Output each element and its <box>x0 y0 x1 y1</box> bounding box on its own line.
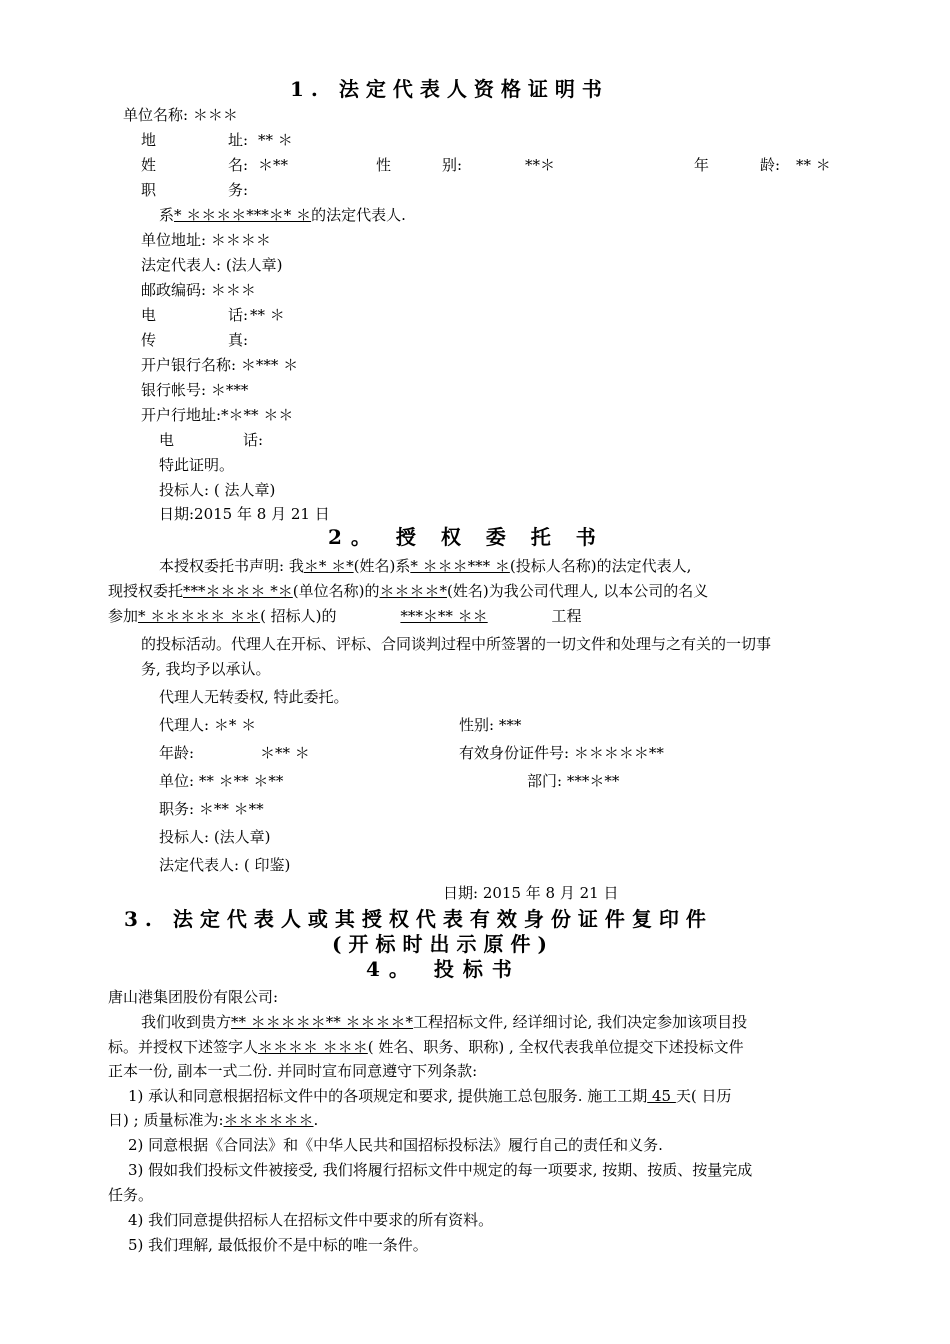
tenderer-name: * ＊＊＊＊＊ ＊＊ <box>138 607 261 625</box>
unit-name-line: 单位名称: ＊＊＊ <box>123 106 238 124</box>
clause1-line1 <box>128 1087 732 1105</box>
bid-para-line3: 正本一份, 副本一式二份. 并同时宣布同意遵守下列条款: <box>108 1062 478 1080</box>
text: 现授权委托 <box>108 582 184 600</box>
legal-rep-name: ＊* ＊* <box>303 557 354 575</box>
phone-value: ** ＊ <box>250 306 285 324</box>
gender-label-2: 别: <box>442 156 463 174</box>
fax-label: 传 <box>141 331 157 349</box>
project-name: ** ＊＊＊＊＊** ＊＊＊＊* <box>231 1013 414 1031</box>
name-value: ＊** <box>258 156 289 174</box>
bidder-name: * ＊＊＊*** ＊ <box>410 557 510 575</box>
section3-subtitle: (开标时出示原件) <box>332 932 554 956</box>
phone2-label: 电 <box>159 431 175 449</box>
text: 日) ; 质量标准为: <box>108 1111 224 1129</box>
agent-line: 代理人: ＊* ＊ <box>159 716 257 734</box>
address-value: ** ＊ <box>258 131 293 149</box>
authorization-para-line3 <box>108 607 582 625</box>
is-prefix: 系 <box>159 206 175 224</box>
company-value: * ＊＊＊＊***＊* ＊ <box>174 206 312 224</box>
text: 标。并授权下述签字人 <box>108 1038 259 1056</box>
section4-title: 4。 投标书 <box>366 957 521 981</box>
phone2-label-2: 话: <box>243 431 264 449</box>
agent-age-label: 年龄: <box>159 744 195 762</box>
sec2-legal-rep-line: 法定代表人: ( 印鉴) <box>159 856 291 874</box>
text: 工程 <box>551 607 582 625</box>
clause1-line2 <box>108 1111 318 1129</box>
clause2-line: 2) 同意根据《合同法》和《中华人民共和国招标投标法》履行自己的责任和义务. <box>128 1136 663 1154</box>
quality-standard: ＊＊＊＊＊＊ <box>223 1111 314 1129</box>
agent-position-line: 职务: ＊** ＊** <box>159 800 264 818</box>
phone-label-2: 话: <box>228 306 249 324</box>
unit-address-line: 单位地址: ＊＊＊＊ <box>141 231 271 249</box>
certify-line: 特此证明。 <box>159 456 235 474</box>
name-label: 姓 <box>141 156 157 174</box>
address-label-2: 址: <box>228 131 249 149</box>
text: ( 姓名、职务、职称) , 全权代表我单位提交下述投标文件 <box>367 1038 744 1056</box>
section2-title: 2。 授 权 委 托 书 <box>328 525 605 549</box>
agent-dept-line: 部门: ***＊** <box>527 772 620 790</box>
name-label-2: 名: <box>228 156 249 174</box>
bank-address-line: 开户行地址:*＊** ＊＊ <box>141 406 294 424</box>
clause4-line: 4) 我们同意提供招标人在招标文件中要求的所有资料。 <box>128 1211 494 1229</box>
postal-code-line: 邮政编码: ＊＊＊ <box>141 281 256 299</box>
sec2-bidder-line: 投标人: (法人章) <box>159 828 271 846</box>
text: 参加 <box>108 607 139 625</box>
age-value: ** ＊ <box>796 156 831 174</box>
text: (投标人名称)的法定代表人, <box>509 557 692 575</box>
text: (单位名称)的 <box>292 582 380 600</box>
section3-title: 3. 法定代表人或其授权代表有效身份证件复印件 <box>124 907 713 931</box>
no-subdelegation-line: 代理人无转委权, 特此委托。 <box>159 688 349 706</box>
sec2-date-line: 日期: 2015 年 8 月 21 日 <box>443 884 619 902</box>
legal-rep-line: 法定代表人: (法人章) <box>141 256 283 274</box>
gender-label: 性 <box>376 156 392 174</box>
age-label-2: 龄: <box>760 156 781 174</box>
text: (姓名)系 <box>353 557 411 575</box>
position-label: 职 <box>141 181 157 199</box>
text: 天( 日历 <box>675 1087 732 1105</box>
bid-para-line1 <box>141 1013 747 1031</box>
clause3-line2: 任务。 <box>108 1186 154 1204</box>
unit-name: ***＊＊＊＊ *＊ <box>183 582 293 600</box>
text: 1) 承认和同意根据招标文件中的各项规定和要求, 提供施工总包服务. 施工工期 <box>128 1087 648 1105</box>
project-name: ***＊** ＊＊ <box>400 607 488 625</box>
text: . <box>313 1111 319 1129</box>
signer-name: ＊＊＊＊ ＊＊＊ <box>258 1038 368 1056</box>
clause5-line: 5) 我们理解, 最低报价不是中标的唯一条件。 <box>128 1236 428 1254</box>
authorization-para-line4: 的投标活动。代理人在开标、评标、合同谈判过程中所签署的一切文件和处理与之有关的一切事 <box>141 635 772 653</box>
text: 本授权委托书声明: 我 <box>159 557 304 575</box>
date-line: 日期:2015 年 8 月 21 日 <box>159 505 330 523</box>
duration-days: 45 <box>647 1087 676 1105</box>
age-label: 年 <box>694 156 710 174</box>
authorization-para-line1 <box>159 557 691 575</box>
text: (姓名)为我公司代理人, 以本公司的名义 <box>447 582 709 600</box>
agent-age-value: ＊** ＊ <box>260 744 310 762</box>
text: 我们收到贵方 <box>141 1013 232 1031</box>
text: ( 招标人)的 <box>260 607 337 625</box>
section1-title: 1. 法定代表人资格证明书 <box>290 77 609 101</box>
bidder-line: 投标人: ( 法人章) <box>159 481 276 499</box>
authorization-para-line2 <box>108 582 708 600</box>
gender-value: **＊ <box>525 156 556 174</box>
agent-id-line: 有效身份证件号: ＊＊＊＊＊** <box>459 744 664 762</box>
agent-unit-line: 单位: ** ＊** ＊** <box>159 772 284 790</box>
phone-label: 电 <box>141 306 157 324</box>
agent-gender-line: 性别: *** <box>459 716 522 734</box>
agent-name: ＊＊＊＊* <box>379 582 448 600</box>
bank-account-line: 银行帐号: ＊*** <box>141 381 249 399</box>
text: 工程招标文件, 经详细讨论, 我们决定参加该项目投 <box>413 1013 748 1031</box>
is-suffix: 的法定代表人. <box>311 206 406 224</box>
legal-rep-of-line <box>159 206 406 224</box>
bid-para-line2 <box>108 1038 744 1056</box>
addressee-line: 唐山港集团股份有限公司: <box>108 988 279 1006</box>
clause3-line1: 3) 假如我们投标文件被接受, 我们将履行招标文件中规定的每一项要求, 按期、按质、按量完成 <box>128 1161 753 1179</box>
fax-label-2: 真: <box>228 331 249 349</box>
position-label-2: 务: <box>228 181 249 199</box>
address-label: 地 <box>141 131 157 149</box>
bank-name-line: 开户银行名称: ＊*** ＊ <box>141 356 299 374</box>
authorization-para-line5: 务, 我均予以承认。 <box>141 660 271 678</box>
